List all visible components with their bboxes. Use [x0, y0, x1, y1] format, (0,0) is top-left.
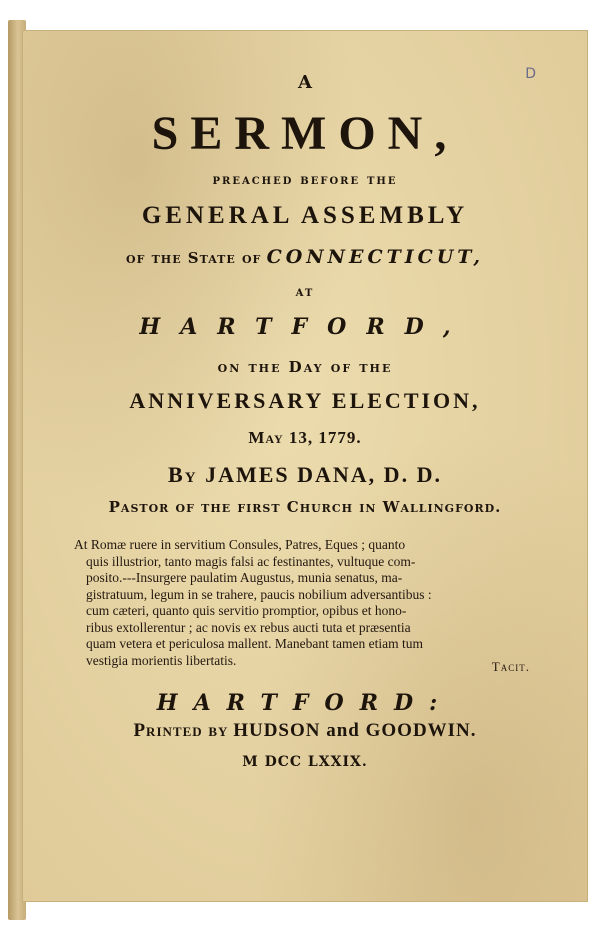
- epigraph-line: gistratuum, legum in se trahere, paucis nobilium adversantibus :: [86, 586, 432, 602]
- epigraph-attribution: Tacit.: [491, 659, 530, 674]
- heading-a: A: [298, 72, 312, 93]
- epigraph-line: ribus extollerentur ; ac novis ex rebus aucti tuta et præsentia: [86, 619, 411, 635]
- title-page: [22, 30, 588, 902]
- printed-by-label: Printed by: [133, 720, 229, 741]
- author-name: JAMES DANA, D. D.: [205, 462, 442, 487]
- epigraph-line: quis illustrior, tanto magis falsi ac festinantes, vultuque com-: [86, 553, 416, 569]
- heading-anniversary-election: ANNIVERSARY ELECTION,: [129, 388, 481, 413]
- state-prefix: of the State of: [126, 249, 262, 267]
- imprint-place: HARTFORD:: [156, 690, 454, 716]
- line-on-the-day-of-the: on the Day of the: [217, 358, 393, 376]
- line-preached-before-the: preached before the: [212, 172, 398, 188]
- line-pastor: Pastor of the first Church in Wallingford.: [108, 498, 502, 516]
- by-label: By: [168, 462, 198, 487]
- heading-hartford: HARTFORD,: [139, 314, 471, 340]
- line-at: at: [295, 284, 315, 300]
- line-date: May 13, 1779.: [248, 428, 362, 447]
- latin-epigraph: [74, 537, 534, 669]
- imprint-year: M DCC LXXIX.: [242, 754, 368, 770]
- epigraph-line: quam vetera et periculosa mallent. Manebant tamen etiam tum: [86, 636, 423, 651]
- pencil-annotation: D: [525, 66, 536, 82]
- epigraph-line: vestigia morientis libertatis.: [86, 652, 237, 668]
- epigraph-line: posito.---Insurgere paulatim Augustus, munia senatus, ma-: [86, 570, 403, 585]
- heading-general-assembly: GENERAL ASSEMBLY: [141, 202, 469, 229]
- state-name: CONNECTICUT,: [266, 246, 484, 268]
- heading-sermon: SERMON,: [151, 107, 459, 160]
- epigraph-line: At Romæ ruere in servitium Consules, Patres, Eques ; quanto: [74, 537, 406, 552]
- imprint-printers-line: [22, 720, 588, 742]
- line-author: [22, 462, 588, 488]
- printers-name: HUDSON and GOODWIN.: [233, 720, 477, 741]
- epigraph-line: cum cæteri, quanto quis servitio promptior, opibus et hono-: [86, 603, 407, 618]
- line-state-of-connecticut: [22, 246, 588, 268]
